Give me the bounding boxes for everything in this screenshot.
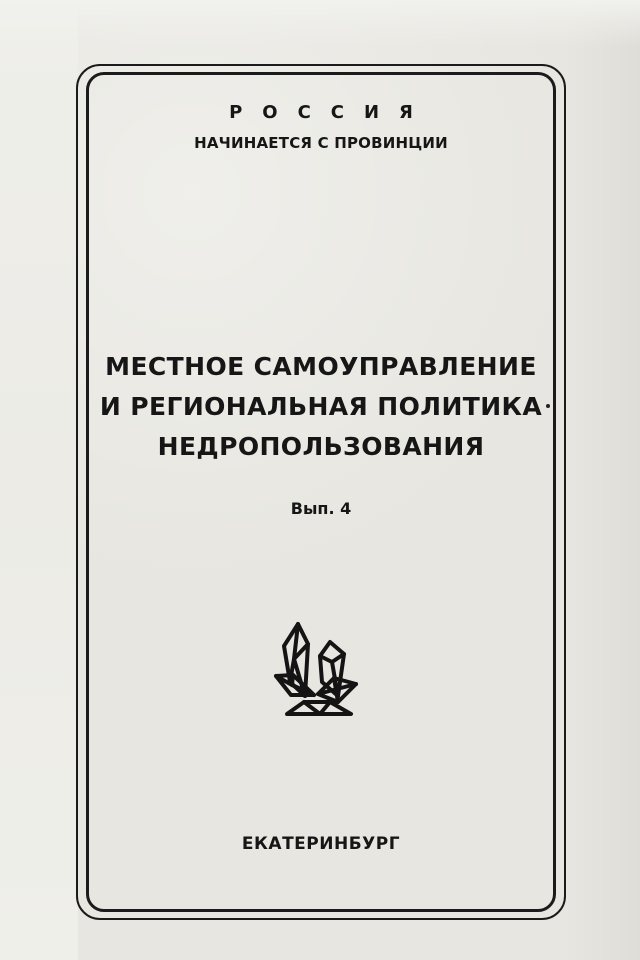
title-line-1: МЕСТНОЕ САМОУПРАВЛЕНИЕ — [105, 352, 537, 381]
scan-left-strip — [0, 0, 78, 960]
scan-top-strip — [0, 0, 640, 48]
cover-frame-inner — [86, 72, 556, 912]
crystal-icon — [268, 618, 372, 718]
publication-city: ЕКАТЕРИНБУРГ — [241, 834, 401, 854]
main-title — [96, 347, 546, 467]
series-subtitle: НАЧИНАЕТСЯ С ПРОВИНЦИИ — [194, 134, 448, 152]
series-title: РОССИЯ — [229, 102, 433, 123]
issue-number: Вып. 4 — [290, 499, 352, 518]
title-line-3: НЕДРОПОЛЬЗОВАНИЯ — [157, 432, 485, 461]
title-line-2: И РЕГИОНАЛЬНАЯ ПОЛИТИКА — [99, 392, 543, 421]
scan-speck — [546, 404, 550, 408]
